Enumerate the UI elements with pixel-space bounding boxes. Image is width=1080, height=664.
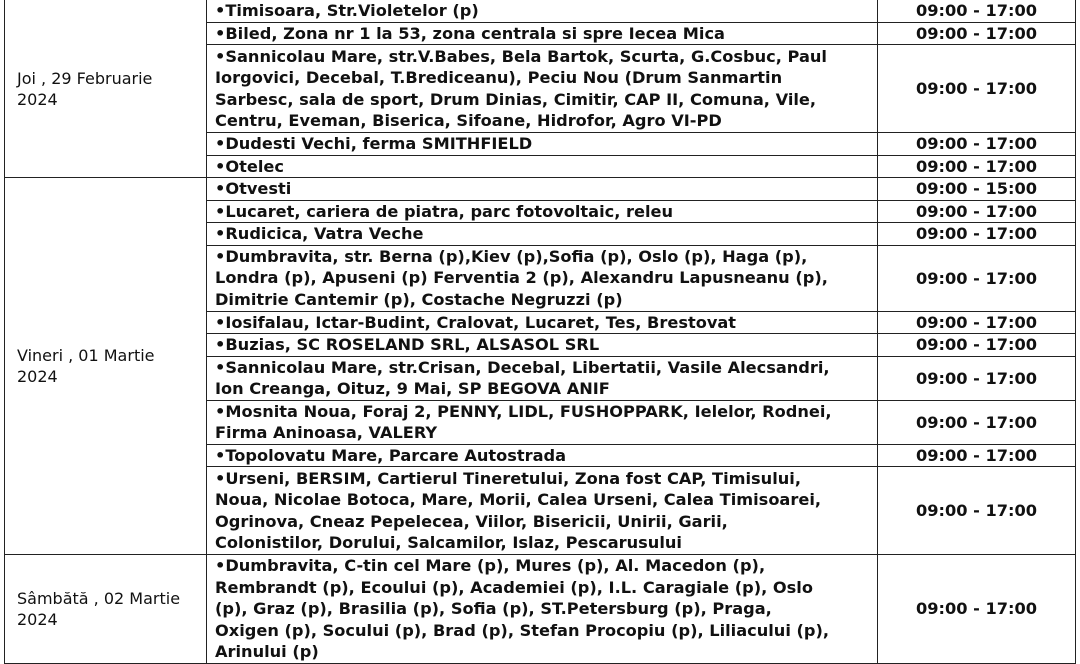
location-line: •Rudicica, Vatra Veche [215, 224, 424, 243]
locations-cell [207, 45, 878, 133]
locations-cell [207, 444, 878, 467]
location-line: •Topolovatu Mare, Parcare Autostrada [215, 445, 567, 465]
time-interval-cell: 09:00 - 17:00 [878, 45, 1076, 133]
time-interval-cell: 09:00 - 17:00 [878, 400, 1076, 444]
time-interval-cell: 09:00 - 17:00 [878, 467, 1076, 555]
time-interval-cell: 09:00 - 17:00 [878, 22, 1076, 45]
location-line: Londra (p), Apuseni (p) Ferventia 2 (p), Alexandru Lapusneanu (p), [215, 268, 828, 288]
locations-cell [207, 155, 878, 178]
location-line: •Iosifalau, Ictar-Budint, Cralovat, Lucaret, Tes, Brestovat [215, 312, 737, 332]
location-line: •Dudesti Vechi, ferma SMITHFIELD [215, 134, 533, 153]
day-cell [5, 0, 207, 178]
locations-cell [207, 133, 878, 156]
time-interval-cell: 09:00 - 15:00 [878, 178, 1076, 201]
time-interval-cell: 09:00 - 17:00 [878, 0, 1076, 22]
locations-cell [207, 0, 878, 22]
location-line: •Otelec [215, 156, 284, 176]
schedule-row [5, 0, 1076, 22]
time-interval-cell: 09:00 - 17:00 [878, 356, 1076, 400]
day-cell [5, 178, 207, 555]
location-line: Ogrinova, Cneaz Pepelecea, Viilor, Bisericii, Unirii, Garii, [215, 511, 728, 531]
location-line: •Mosnita Noua, Foraj 2, PENNY, LIDL, FUSHOPPARK, Ielelor, Rodnei, [215, 401, 832, 421]
location-line: •Dumbravita, str. Berna (p),Kiev (p),Sofia (p), Oslo (p), Haga (p), [215, 246, 808, 266]
location-line: (p), Graz (p), Brasilia (p), Sofia (p), ST.Petersburg (p), Praga, [215, 599, 772, 618]
location-line: •Timisoara, Str.Violetelor (p) [215, 1, 479, 20]
locations-cell [207, 356, 878, 400]
locations-cell [207, 400, 878, 444]
schedule-row [5, 178, 1076, 201]
schedule-row [5, 555, 1076, 664]
time-interval-cell: 09:00 - 17:00 [878, 133, 1076, 156]
locations-cell [207, 22, 878, 45]
day-label-line: 2024 [17, 609, 58, 629]
location-line: Ion Creanga, Oituz, 9 Mai, SP BEGOVA ANIF [215, 379, 610, 398]
day-label-line: Sâmbătă , 02 Martie [17, 588, 181, 608]
location-line: Oxigen (p), Socului (p), Brad (p), Stefan Procopiu (p), Liliacului (p), [215, 620, 830, 640]
location-line: Noua, Nicolae Botoca, Mare, Morii, Calea Urseni, Calea Timisoarei, [215, 490, 822, 509]
location-line: •Biled, Zona nr 1 la 53, zona centrala si spre Iecea Mica [215, 23, 725, 43]
location-line: •Urseni, BERSIM, Cartierul Tineretului, Zona fost CAP, Timisului, [215, 468, 801, 488]
location-line: Sarbesc, sala de sport, Drum Dinias, Cimitir, CAP II, Comuna, Vile, [215, 89, 817, 109]
time-interval-cell: 09:00 - 17:00 [878, 223, 1076, 246]
locations-cell [207, 311, 878, 334]
locations-cell [207, 223, 878, 246]
location-line: •Otvesti [215, 179, 292, 198]
location-line: •Buzias, SC ROSELAND SRL, ALSASOL SRL [215, 335, 600, 354]
time-interval-cell: 09:00 - 17:00 [878, 334, 1076, 357]
locations-cell [207, 555, 878, 664]
day-cell [5, 555, 207, 664]
locations-cell [207, 334, 878, 357]
day-label-line: Joi , 29 Februarie [17, 68, 153, 88]
locations-cell [207, 200, 878, 223]
location-line: •Lucaret, cariera de piatra, parc fotovoltaic, releu [215, 201, 674, 221]
location-line: Arinului (p) [215, 642, 319, 661]
location-line: Rembrandt (p), Ecoului (p), Academiei (p), I.L. Caragiale (p), Oslo [215, 577, 813, 597]
day-label-line: Vineri , 01 Martie [17, 346, 155, 365]
day-label-line: 2024 [17, 367, 58, 386]
time-interval-cell: 09:00 - 17:00 [878, 311, 1076, 334]
locations-cell [207, 178, 878, 201]
time-interval-cell: 09:00 - 17:00 [878, 444, 1076, 467]
location-line: •Dumbravita, C-tin cel Mare (p), Mures (p), Al. Macedon (p), [215, 556, 766, 575]
location-line: Centru, Eveman, Biserica, Sifoane, Hidrofor, Agro VI-PD [215, 111, 722, 130]
day-label-line: 2024 [17, 89, 58, 109]
location-line: Iorgovici, Decebal, T.Brediceanu), Peciu Nou (Drum Sanmartin [215, 68, 783, 87]
time-interval-cell: 09:00 - 17:00 [878, 200, 1076, 223]
location-line: Dimitrie Cantemir (p), Costache Negruzzi (p) [215, 289, 623, 309]
locations-cell [207, 467, 878, 555]
location-line: Firma Aninoasa, VALERY [215, 423, 438, 442]
location-line: •Sannicolau Mare, str.V.Babes, Bela Bartok, Scurta, G.Cosbuc, Paul [215, 46, 827, 66]
location-line: Colonistilor, Dorului, Salcamilor, Islaz, Pescarusului [215, 533, 682, 552]
location-line: •Sannicolau Mare, str.Crisan, Decebal, Libertatii, Vasile Alecsandri, [215, 357, 830, 377]
time-interval-cell: 09:00 - 17:00 [878, 155, 1076, 178]
time-interval-cell: 09:00 - 17:00 [878, 555, 1076, 664]
outage-schedule-table [4, 0, 1076, 664]
schedule-body [5, 0, 1076, 663]
time-interval-cell: 09:00 - 17:00 [878, 245, 1076, 311]
locations-cell [207, 245, 878, 311]
